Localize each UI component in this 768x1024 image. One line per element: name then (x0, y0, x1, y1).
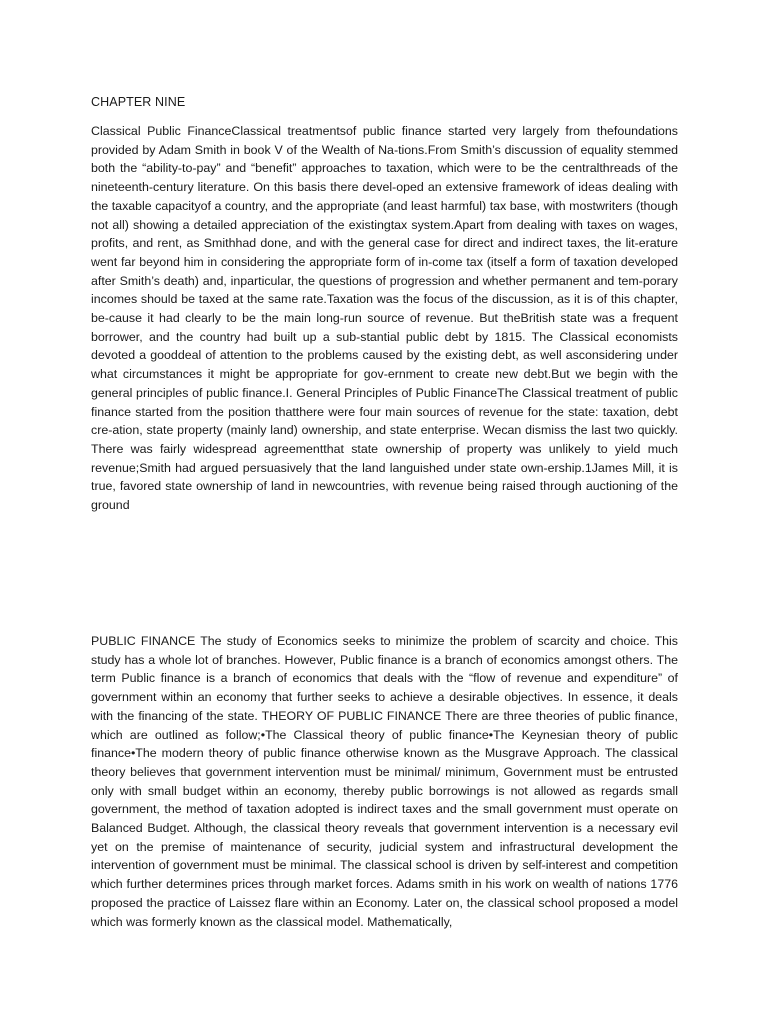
chapter-heading: CHAPTER NINE (91, 95, 186, 109)
public-finance-paragraph: PUBLIC FINANCE The study of Economics seeks to minimize the problem of scarcity and choice. This study has a whole lot of branches. However, Public finance is a branch of economics amongst others. The term Public finance is a branch of economics that deals with the “flow of revenue and expenditure” of government within an economy that further seeks to achieve a desirable objectives. In essence, it deals with the financing of the state. THEORY OF PUBLIC FINANCE There are three theories of public finance, which are outlined as follow;•The Classical theory of public finance•The Keynesian theory of public finance•The modern theory of public finance otherwise known as the Musgrave Approach. The classical theory believes that government intervention must be minimal/ minimum, Government must be entrusted only with small budget within an economy, thereby public borrowings is not allowed as regards small government, the method of taxation adopted is indirect taxes and the small government must operate on Balanced Budget. Although, the classical theory reveals that government intervention is a necessary evil yet on the premise of maintenance of security, judicial system and infrastructural development the intervention of government must be minimal. The classical school is driven by self-interest and competition which further determines prices through market forces. Adams smith in his work on wealth of nations 1776 proposed the practice of Laissez flare within an Economy. Later on, the classical school proposed a model which was formerly known as the classical model. Mathematically, (91, 634, 678, 929)
classical-public-finance-paragraph: Classical Public FinanceClassical treatmentsof public finance started very largely from thefoundations provided by Adam Smith in book V of the Wealth of Na-tions.From Smith’s discussion of equality stemmed both the “ability-to-pay” and “benefit” approaches to taxation, which were to be the centralthreads of the nineteenth-century literature. On this basis there devel-oped an extensive framework of ideas dealing with the taxable capacityof a country, and the appropriate (and least harmful) tax base, with mostwriters (though not all) showing a detailed appreciation of the existingtax system.Apart from dealing with taxes on wages, profits, and rent, as Smithhad done, and with the general case for direct and indirect taxes, the lit-erature went far beyond him in considering the appropriate form of in-come tax (itself a form of taxation developed after Smith’s death) and, inparticular, the questions of progression and whether permanent and tem-porary incomes should be taxed at the same rate.Taxation was the focus of the discussion, as it is of this chapter, be-cause it had clearly to be the main long-run source of revenue. But theBritish state was a frequent borrower, and the country had built up a sub-stantial public debt by 1815. The Classical economists devoted a gooddeal of attention to the problems caused by the existing debt, as well asconsidering under what circumstances it might be appropriate for gov-ernment to create new debt.But we begin with the general principles of public finance.I. General Principles of Public FinanceThe Classical treatment of public finance started from the position thatthere were four main sources of revenue for the state: taxation, debt cre-ation, state property (mainly land) ownership, and state enterprise. Wecan dismiss the last two quickly. There was fairly widespread agreementthat state ownership of property was unlikely to yield much revenue;Smith had argued persuasively that the land languished under state own-ership.1James Mill, it is true, favored state ownership of land in newcountries, with revenue being raised through auctioning of the ground (91, 124, 678, 513)
